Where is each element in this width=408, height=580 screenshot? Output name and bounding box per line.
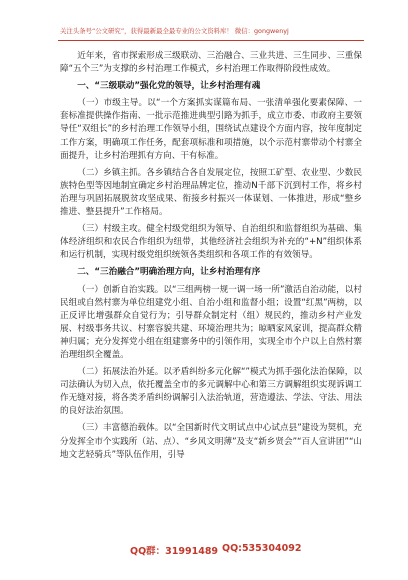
paragraph-2-1: （一）创新自治实践。以“三组两榜一规一调一场一所”激活自治动能，以村民组或自然村寨为单位组建党小组、自治小组和监督小组；设置“红黑”两榜，以正反评比增强群众自觉行为；引导群众制定村（组）规民约，推动乡村产业发展、村级事务共议、村寨容貌共建、环境治理共为；晾晒家风家训，提高群众精神归属；充分发挥党小组在组建寨务中的引领作用，实现全市个户以上自然村寨治理组织全覆盖。 <box>60 284 362 360</box>
paragraph-1-2: （二）乡镇主抓。各乡镇结合各自发展定位，按照工矿型、农业型、少数民族特色型等因地制宜确定乡村治理品牌定位，推动N千部下沉到村工作，将乡村治理与巩固拓展脱贫攻坚成果、衔接乡村振兴一体谋划、一体推进，形成“整乡推进、整县提升”工作格局。 <box>60 167 362 218</box>
paragraph-2-3: （三）丰富德治载体。以“全国新时代文明试点中心试点县”建设为契机，充分发挥全市个实践所（站、点）、“乡风文明薄”及支“新乡贤会”“百人宣讲团”“山地文艺轻骑兵”等队伍作用，引导 <box>60 423 362 460</box>
footer-qq-group: QQ群：31991489 <box>130 546 219 557</box>
header-banner: 关注头条号“公文研究”，获得最新最全最专业的公文资料库！ 微信：gongwenyj <box>60 27 289 35</box>
footer-qq-contact: QQ:535304092 <box>222 543 302 554</box>
paragraph-1-1: （一）市级主导。以“一个方案抓实谋篇布局、一张清单强化要素保障、一套标准提供操作指南、一批示范推进典型引路为抓手，成立市委、市政府主要领导任“双组长”的乡村治理工作领导小组，围绕试点建设个方面内容，按年度制定工作方案，明确项工作任务，配套项标准和项措施，以个示范村寨带动个村寨全面提升，让乡村治理抓有方向、干有标准。 <box>60 98 362 161</box>
document-body <box>60 50 362 462</box>
paragraph-intro: 近年来，省市探索形成三级联动、三治融合、三业共进、三生同步、三重保障“五个三”为支撑的乡村治理工作模式，乡村治理工作取得阶段性成效。 <box>60 51 362 75</box>
paragraph-1-3: （三）村级主攻。健全村级党组织为领导、自治组织和监督组织为基础、集体经济组织和农民合作组织为纽带，其他经济社会组织为补充的“+N”组织体系和运行机制，实现村级党组织统领各类组织和各项工作的有效领导。 <box>60 224 362 261</box>
header-divider <box>58 40 364 41</box>
paragraph-2-2: （二）拓展法治外延。以矛盾纠纷多元化解“”模式为抓手强化法治保障，以司法确认为切入点，依托覆盖全市的多元调解中心和第三方调解组织实现诉调工作无缝对接，将各类矛盾纠纷调解引入法治轨道，营造遵法、学法、守法、用法的良好法治氛围。 <box>60 367 362 417</box>
section-heading-2: 二、“三治融合”明确治理方向，让乡村治理有序 <box>77 267 261 278</box>
section-heading-1: 一、“三级联动”强化党的领导，让乡村治理有魂 <box>77 81 261 92</box>
